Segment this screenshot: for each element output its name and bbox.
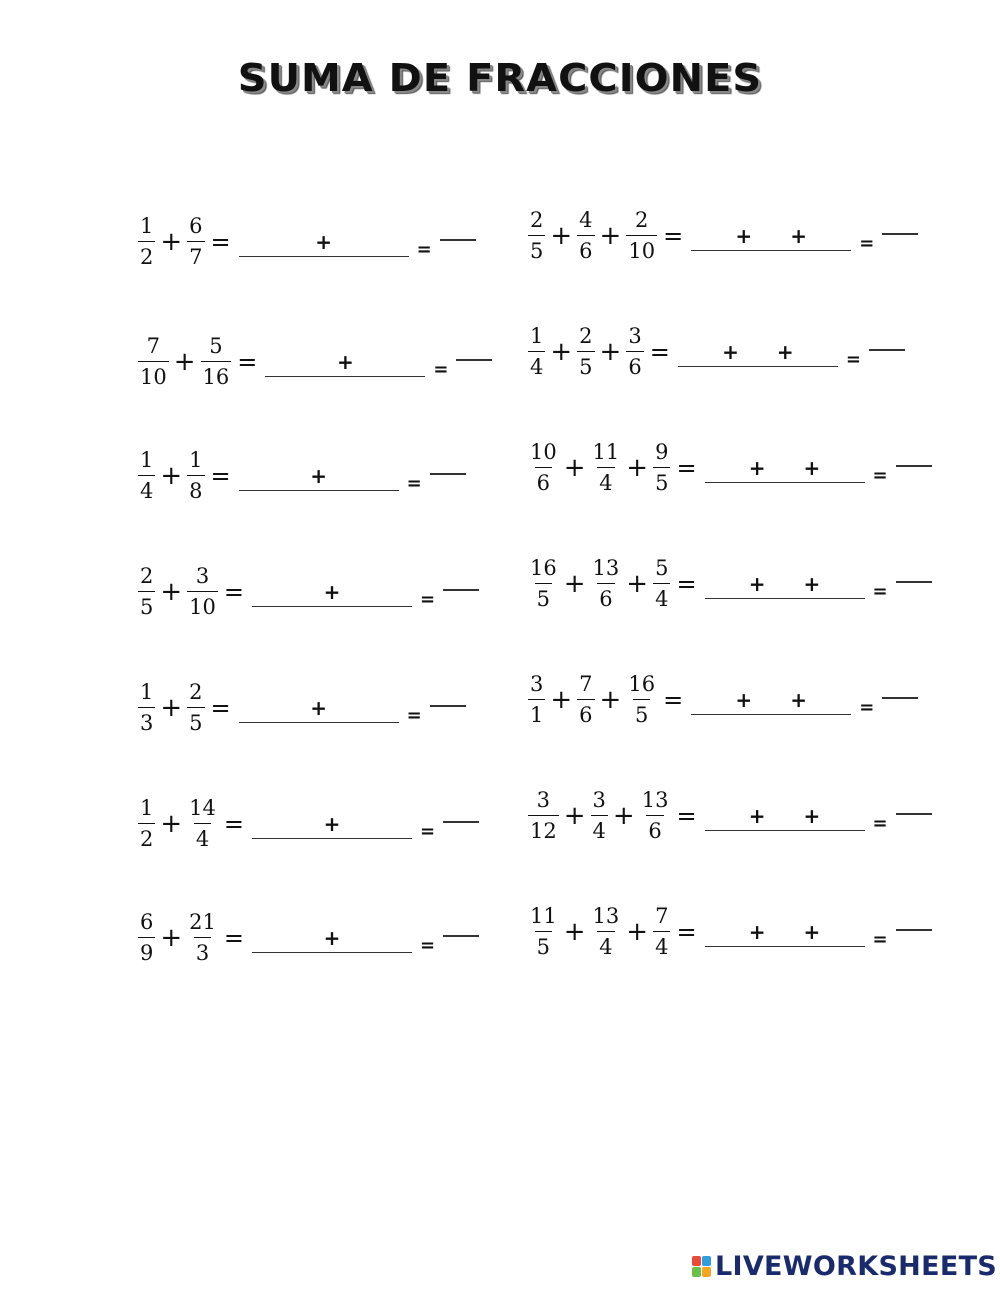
fraction [199, 334, 234, 390]
equals-sign: = [649, 338, 670, 366]
denominator: 4 [591, 815, 608, 844]
plus-sign: + [626, 569, 649, 599]
numerator: 14 [189, 796, 216, 820]
fraction [185, 796, 220, 852]
denominator: 4 [194, 823, 211, 852]
denominator: 3 [194, 937, 211, 966]
fraction [526, 556, 561, 612]
exercise-left-5 [136, 672, 466, 744]
numerator: 11 [530, 904, 557, 928]
fraction [589, 556, 624, 612]
answer-plus-sign: + [310, 463, 328, 488]
final-answer-line[interactable] [440, 239, 476, 241]
numerator: 10 [530, 440, 557, 464]
plus-sign: + [563, 453, 586, 483]
result-equals-sign: = [845, 348, 861, 370]
exercise-left-6 [136, 788, 479, 860]
final-answer-line[interactable] [443, 935, 479, 937]
denominator: 7 [187, 241, 204, 270]
numerator: 2 [140, 564, 154, 588]
numerator: 21 [189, 910, 216, 934]
numerator: 1 [140, 680, 154, 704]
numerator: 1 [189, 448, 203, 472]
plus-sign: + [173, 347, 196, 377]
equals-sign: = [676, 802, 697, 830]
denominator: 5 [138, 591, 155, 620]
denominator: 12 [528, 815, 559, 844]
fraction [526, 788, 561, 844]
numerator: 7 [146, 334, 161, 358]
fraction [185, 564, 220, 620]
fraction [136, 214, 157, 270]
result-equals-sign: = [872, 580, 888, 602]
answer-line[interactable] [691, 212, 851, 251]
plus-sign: + [612, 801, 635, 831]
answer-line[interactable] [252, 800, 412, 839]
fraction [651, 440, 672, 496]
numerator: 1 [140, 448, 154, 472]
numerator: 7 [655, 904, 669, 928]
exercise-left-4 [136, 556, 479, 628]
answer-plus-sign: + [803, 455, 821, 480]
final-answer-line[interactable] [896, 929, 932, 931]
answer-line[interactable] [239, 684, 399, 723]
answer-line[interactable] [705, 444, 865, 483]
exercise-right-7 [526, 896, 932, 968]
answer-plus-sign: + [323, 811, 341, 836]
equals-sign: = [210, 462, 231, 490]
denominator: 5 [535, 583, 552, 612]
plus-sign: + [160, 577, 183, 607]
exercise-left-1 [136, 206, 476, 278]
fraction [589, 440, 624, 496]
denominator: 16 [201, 361, 232, 390]
numerator: 3 [195, 564, 210, 588]
final-answer-line[interactable] [896, 813, 932, 815]
page-title: SUMA DE FRACCIONES [237, 56, 763, 100]
denominator: 6 [535, 467, 552, 496]
numerator: 13 [592, 904, 620, 928]
exercise-left-7 [136, 902, 479, 974]
equals-sign: = [676, 454, 697, 482]
denominator: 10 [187, 591, 218, 620]
fraction [651, 556, 672, 612]
fraction [136, 796, 157, 852]
fraction [575, 208, 596, 264]
numerator: 5 [209, 334, 223, 358]
numerator: 13 [592, 556, 620, 580]
exercise-right-4 [526, 548, 932, 620]
denominator: 3 [138, 707, 155, 736]
numerator: 5 [655, 556, 669, 580]
denominator: 4 [138, 475, 155, 504]
denominator: 2 [138, 241, 155, 270]
plus-sign: + [599, 685, 622, 715]
fraction [526, 324, 547, 380]
denominator: 4 [653, 931, 670, 960]
numerator: 2 [579, 324, 593, 348]
answer-line[interactable] [265, 338, 425, 377]
final-answer-line[interactable] [896, 465, 932, 467]
numerator: 6 [189, 214, 203, 238]
final-answer-line[interactable] [430, 705, 466, 707]
denominator: 4 [528, 351, 545, 380]
plus-sign: + [563, 801, 586, 831]
fraction [624, 672, 659, 728]
numerator: 2 [635, 208, 649, 232]
denominator: 6 [597, 583, 614, 612]
numerator: 3 [628, 324, 642, 348]
denominator: 4 [653, 583, 670, 612]
answer-line[interactable] [239, 218, 409, 257]
numerator: 13 [641, 788, 669, 812]
result-equals-sign: = [872, 464, 888, 486]
denominator: 4 [597, 931, 614, 960]
final-answer-line[interactable] [882, 233, 918, 235]
equals-sign: = [223, 924, 245, 952]
answer-plus-sign: + [776, 339, 794, 364]
denominator: 1 [528, 699, 545, 728]
numerator: 3 [592, 788, 606, 812]
numerator: 2 [530, 208, 544, 232]
liveworksheets-logo [692, 1251, 997, 1282]
fraction [526, 672, 547, 728]
numerator: 3 [536, 788, 551, 812]
plus-sign: + [599, 221, 622, 251]
exercise-right-5 [526, 664, 918, 736]
denominator: 6 [577, 699, 594, 728]
denominator: 6 [626, 351, 643, 380]
numerator: 4 [579, 208, 593, 232]
exercise-right-3 [526, 432, 932, 504]
equals-sign: = [210, 228, 231, 256]
denominator: 5 [187, 707, 204, 736]
answer-line[interactable] [252, 914, 412, 953]
answer-line[interactable] [705, 908, 865, 947]
denominator: 8 [187, 475, 204, 504]
exercise-right-2 [526, 316, 905, 388]
plus-sign: + [550, 337, 573, 367]
answer-plus-sign: + [790, 223, 807, 248]
fraction [185, 214, 206, 270]
answer-plus-sign: + [323, 925, 341, 950]
answer-line[interactable] [691, 676, 851, 715]
plus-sign: + [626, 453, 649, 483]
fraction [575, 324, 596, 380]
exercise-left-2 [136, 326, 492, 398]
fraction [526, 904, 561, 960]
fraction [624, 324, 645, 380]
fraction [185, 680, 206, 736]
result-equals-sign: = [406, 704, 422, 726]
answer-line[interactable] [252, 568, 412, 607]
answer-plus-sign: + [748, 571, 766, 596]
answer-plus-sign: + [803, 919, 821, 944]
denominator: 2 [138, 823, 155, 852]
numerator: 11 [592, 440, 620, 464]
answer-plus-sign: + [803, 803, 821, 828]
equals-sign: = [223, 810, 245, 838]
exercise-left-3 [136, 440, 466, 512]
denominator: 5 [653, 467, 670, 496]
exercise-right-6 [526, 780, 932, 852]
fraction [185, 448, 206, 504]
final-answer-line[interactable] [430, 473, 466, 475]
fraction [136, 448, 157, 504]
numerator: 16 [628, 672, 656, 696]
result-equals-sign: = [420, 588, 436, 610]
fraction [526, 208, 547, 264]
numerator: 9 [655, 440, 669, 464]
equals-sign: = [223, 578, 245, 606]
plus-sign: + [563, 569, 586, 599]
numerator: 7 [579, 672, 593, 696]
numerator: 3 [530, 672, 544, 696]
denominator: 6 [577, 235, 594, 264]
plus-sign: + [160, 923, 183, 953]
answer-line[interactable] [239, 452, 399, 491]
result-equals-sign: = [859, 232, 875, 254]
plus-sign: + [626, 917, 649, 947]
fraction [526, 440, 561, 496]
final-answer-line[interactable] [456, 359, 492, 361]
answer-plus-sign: + [748, 919, 766, 944]
fraction [624, 208, 659, 264]
answer-plus-sign: + [735, 687, 753, 712]
equals-sign: = [663, 686, 684, 714]
denominator: 9 [138, 937, 155, 966]
plus-sign: + [160, 809, 183, 839]
final-answer-line[interactable] [443, 589, 479, 591]
numerator: 16 [530, 556, 557, 580]
numerator: 1 [530, 324, 544, 348]
answer-plus-sign: + [748, 803, 766, 828]
plus-sign: + [160, 461, 183, 491]
answer-plus-sign: + [722, 339, 739, 364]
answer-plus-sign: + [735, 223, 753, 248]
denominator: 5 [577, 351, 594, 380]
numerator: 6 [140, 910, 154, 934]
fraction [575, 672, 596, 728]
answer-plus-sign: + [790, 687, 807, 712]
answer-plus-sign: + [323, 579, 341, 604]
denominator: 5 [528, 235, 545, 264]
denominator: 5 [633, 699, 650, 728]
fraction [136, 910, 157, 966]
denominator: 5 [535, 931, 552, 960]
fraction [136, 564, 157, 620]
denominator: 6 [646, 815, 663, 844]
exercise-right-1 [526, 200, 918, 272]
plus-sign: + [599, 337, 622, 367]
fraction [136, 680, 157, 736]
result-equals-sign: = [872, 812, 888, 834]
result-equals-sign: = [406, 472, 422, 494]
numerator: 2 [189, 680, 203, 704]
equals-sign: = [237, 348, 258, 376]
answer-plus-sign: + [336, 349, 354, 374]
denominator: 10 [138, 361, 169, 390]
denominator: 10 [626, 235, 657, 264]
result-equals-sign: = [872, 928, 888, 950]
denominator: 4 [597, 467, 614, 496]
final-answer-line[interactable] [869, 349, 905, 351]
plus-sign: + [160, 227, 183, 257]
equals-sign: = [210, 694, 231, 722]
fraction [638, 788, 673, 844]
fraction [651, 904, 672, 960]
result-equals-sign: = [416, 238, 432, 260]
result-equals-sign: = [420, 934, 436, 956]
numerator: 1 [140, 796, 154, 820]
plus-sign: + [550, 221, 573, 251]
numerator: 1 [140, 214, 154, 238]
final-answer-line[interactable] [882, 697, 918, 699]
plus-sign: + [563, 917, 586, 947]
answer-line[interactable] [705, 560, 865, 599]
answer-line[interactable] [678, 328, 838, 367]
equals-sign: = [676, 918, 697, 946]
equals-sign: = [676, 570, 697, 598]
plus-sign: + [550, 685, 573, 715]
logo-badge-icon [692, 1256, 711, 1277]
fraction [589, 904, 624, 960]
fraction [136, 334, 171, 390]
final-answer-line[interactable] [443, 821, 479, 823]
result-equals-sign: = [420, 820, 436, 842]
plus-sign: + [160, 693, 183, 723]
equals-sign: = [663, 222, 684, 250]
answer-plus-sign: + [748, 455, 766, 480]
result-equals-sign: = [859, 696, 875, 718]
final-answer-line[interactable] [896, 581, 932, 583]
fraction [589, 788, 610, 844]
logo-text: LIVEWORKSHEETS [715, 1251, 998, 1282]
answer-plus-sign: + [315, 229, 333, 254]
fraction [185, 910, 220, 966]
answer-plus-sign: + [310, 695, 328, 720]
result-equals-sign: = [433, 358, 449, 380]
answer-line[interactable] [705, 792, 865, 831]
answer-plus-sign: + [803, 571, 821, 596]
